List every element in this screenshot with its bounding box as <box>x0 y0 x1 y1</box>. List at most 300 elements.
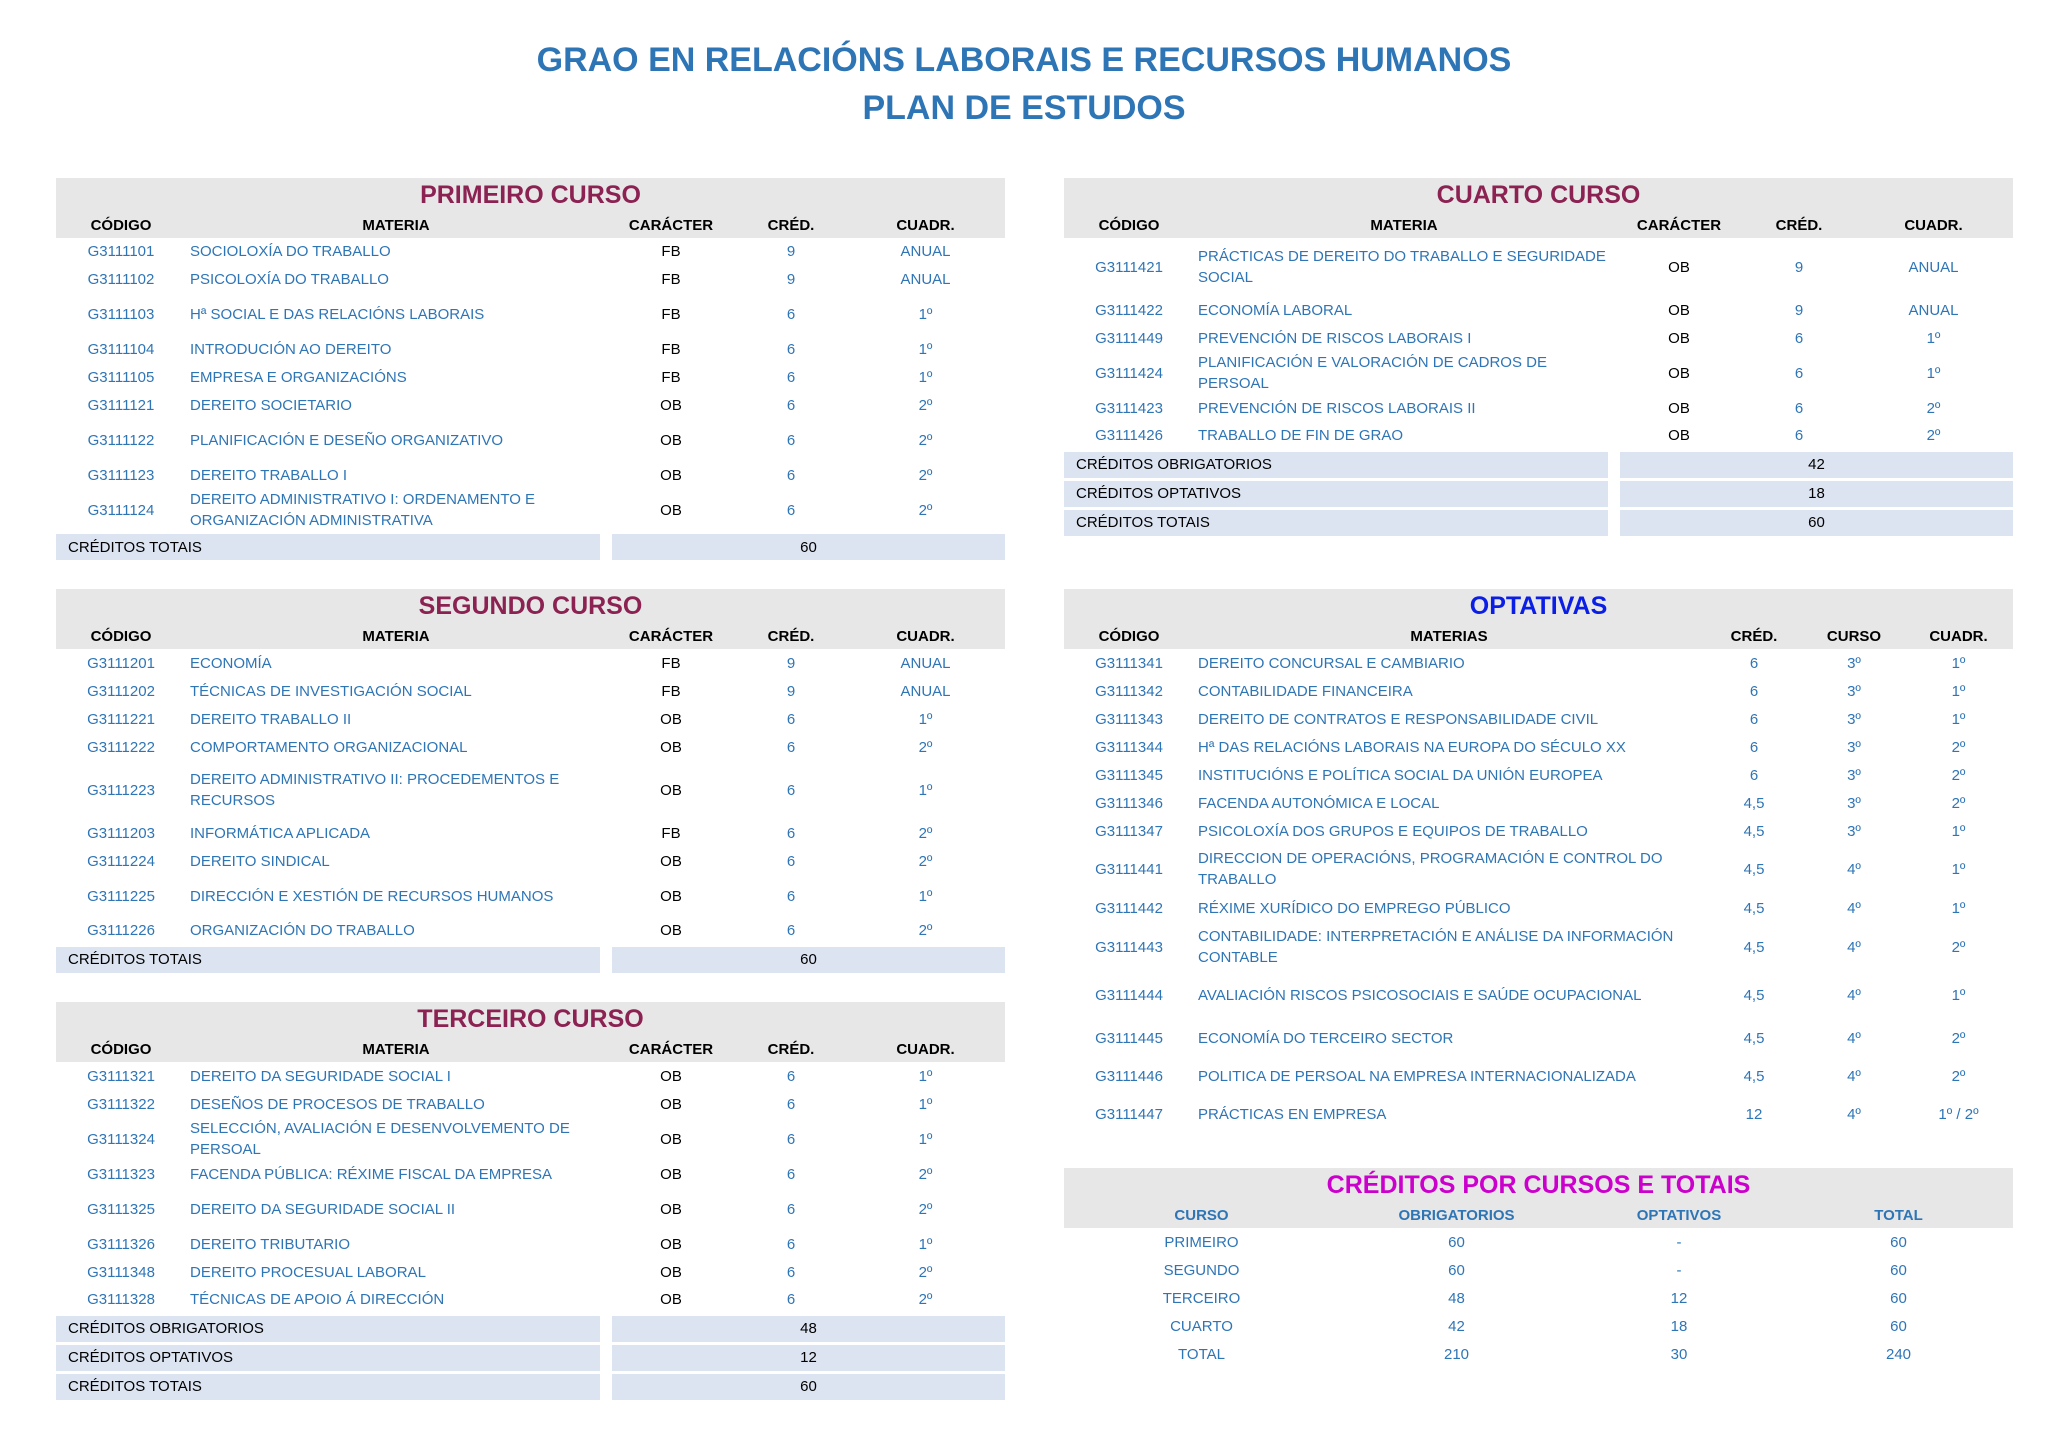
cuarto-curso-section <box>1064 178 2013 536</box>
cuadr-cell: 1º / 2º <box>1938 1105 1979 1123</box>
cred-cell: 6 <box>786 1067 796 1085</box>
creditos-totais-section <box>1064 1168 2013 1368</box>
table-row <box>1064 394 2013 422</box>
table-row <box>56 1230 1005 1258</box>
cuadr-cell: 2º <box>918 738 933 756</box>
caracter-cell: OB <box>660 1263 682 1281</box>
caracter-cell: FB <box>661 340 681 358</box>
summary-row <box>1064 479 2013 508</box>
code-cell: G3111221 <box>87 710 155 728</box>
caracter-cell: OB <box>660 921 682 939</box>
curso-cell: 4º <box>1847 938 1861 956</box>
subject-cell: ECONOMÍA DO TERCEIRO SECTOR <box>1198 1029 1454 1047</box>
table-header-row <box>56 1036 1005 1062</box>
table-row <box>1064 761 2013 789</box>
table-row <box>1064 817 2013 845</box>
cred-cell: 6 <box>786 921 796 939</box>
page-subtitle: PLAN DE ESTUDOS <box>862 89 1186 127</box>
code-cell: G3111449 <box>1095 329 1163 347</box>
col-curso: CURSO <box>1804 623 1904 649</box>
code-cell: G3111321 <box>87 1067 155 1085</box>
table-row <box>1064 1019 2013 1057</box>
subject-cell: TRABALLO DE FIN DE GRAO <box>1198 426 1404 444</box>
curso-cell: 3º <box>1847 738 1861 756</box>
total-cell: 60 <box>1890 1317 1907 1335</box>
subject-cell: PSICOLOXÍA DO TRABALLO <box>190 270 389 288</box>
cred-cell: 4,5 <box>1743 1067 1765 1085</box>
code-cell: G3111202 <box>87 682 155 700</box>
summary-value: 60 <box>606 533 1005 561</box>
cuadr-cell: 2º <box>918 396 933 414</box>
col-cuadr: CUADR. <box>846 212 1005 238</box>
code-cell: G3111444 <box>1095 986 1163 1004</box>
caracter-cell: OB <box>660 781 682 799</box>
code-cell: G3111226 <box>87 921 155 939</box>
subject-cell: POLITICA DE PERSOAL NA EMPRESA INTERNACIONALIZADA <box>1198 1067 1636 1085</box>
cred-cell: 6 <box>1749 654 1759 672</box>
code-cell: G3111324 <box>87 1130 155 1148</box>
col-cuadr: CUADR. <box>846 623 1005 649</box>
caracter-cell: OB <box>660 852 682 870</box>
cred-cell: 4,5 <box>1743 938 1765 956</box>
col-optativos: OPTATIVOS <box>1574 1202 1784 1228</box>
subject-cell: PLANIFICACIÓN E DESEÑO ORGANIZATIVO <box>190 431 504 449</box>
subject-cell: Hª DAS RELACIÓNS LABORAIS NA EUROPA DO SÉCULO XX <box>1198 738 1626 756</box>
caracter-cell: OB <box>1668 364 1690 382</box>
summary-value: 42 <box>1614 450 2013 479</box>
code-cell: G3111343 <box>1095 710 1163 728</box>
segundo-curso-table <box>56 623 1005 973</box>
curso-cell: 3º <box>1847 766 1861 784</box>
code-cell: G3111341 <box>1095 654 1163 672</box>
col-materia: MATERIA <box>186 212 606 238</box>
cuadr-cell: 2º <box>918 466 933 484</box>
cuadr-cell: 2º <box>1951 1067 1966 1085</box>
cred-cell: 9 <box>1794 258 1804 276</box>
code-cell: G3111442 <box>1095 899 1163 917</box>
table-row <box>56 1118 1005 1160</box>
cuadr-cell: 2º <box>918 852 933 870</box>
cred-cell: 6 <box>786 824 796 842</box>
cred-cell: 6 <box>1749 682 1759 700</box>
subject-cell: CONTABILIDADE FINANCEIRA <box>1198 682 1413 700</box>
cuarto-curso-table <box>1064 212 2013 536</box>
col-obrigatorios: OBRIGATORIOS <box>1339 1202 1574 1228</box>
caracter-cell: OB <box>660 1290 682 1308</box>
cuadr-cell: ANUAL <box>900 270 951 288</box>
table-row <box>56 917 1005 945</box>
subject-cell: FACENDA AUTONÓMICA E LOCAL <box>1198 794 1440 812</box>
table-row <box>56 238 1005 265</box>
cuadr-cell: 1º <box>918 887 933 905</box>
subject-cell: DEREITO SOCIETARIO <box>190 396 352 414</box>
subject-cell: CONTABILIDADE: INTERPRETACIÓN E ANÁLISE DA INFORMACIÓN CONTABLE <box>1198 928 1674 966</box>
table-row <box>1064 893 2013 923</box>
cuadr-cell: 2º <box>918 921 933 939</box>
table-header-row <box>56 212 1005 238</box>
code-cell: G3111342 <box>1095 682 1163 700</box>
col-caracter: CARÁCTER <box>606 212 736 238</box>
caracter-cell: OB <box>660 710 682 728</box>
code-cell: G3111441 <box>1095 860 1163 878</box>
optativos-cell: - <box>1676 1233 1682 1251</box>
caracter-cell: FB <box>661 270 681 288</box>
subject-cell: DEREITO ADMINISTRATIVO I: ORDENAMENTO E ORGANIZACIÓN ADMINISTRATIVA <box>190 491 536 529</box>
cuadr-cell: 1º <box>1951 654 1966 672</box>
subject-cell: ORGANIZACIÓN DO TRABALLO <box>190 921 415 939</box>
cuadr-cell: 1º <box>1926 364 1941 382</box>
col-curso: CURSO <box>1064 1202 1339 1228</box>
caracter-cell: OB <box>660 1130 682 1148</box>
col-materias: MATERIAS <box>1194 623 1704 649</box>
cred-cell: 6 <box>1749 766 1759 784</box>
cred-cell: 6 <box>786 466 796 484</box>
curso-cell: 3º <box>1847 710 1861 728</box>
table-row <box>56 419 1005 461</box>
optativos-cell: 18 <box>1670 1317 1688 1335</box>
cred-cell: 4,5 <box>1743 1029 1765 1047</box>
subject-cell: DEREITO DA SEGURIDADE SOCIAL II <box>190 1200 456 1218</box>
cred-cell: 9 <box>786 654 796 672</box>
subject-cell: DIRECCION DE OPERACIÓNS, PROGRAMACIÓN E CONTROL DO TRABALLO <box>1198 850 1663 888</box>
subject-cell: INFORMÁTICA APLICADA <box>190 824 371 842</box>
code-cell: G3111326 <box>87 1235 155 1253</box>
summary-row <box>1064 450 2013 479</box>
cuadr-cell: 2º <box>918 1290 933 1308</box>
table-row <box>1064 1284 2013 1312</box>
cred-cell: 6 <box>786 431 796 449</box>
cred-cell: 6 <box>786 710 796 728</box>
table-row <box>1064 1228 2013 1256</box>
code-cell: G3111348 <box>87 1263 155 1281</box>
cuadr-cell: 2º <box>918 501 933 519</box>
subject-cell: EMPRESA E ORGANIZACIÓNS <box>190 368 407 386</box>
curso-cell: 3º <box>1847 654 1861 672</box>
table-row <box>56 461 1005 489</box>
cuadr-cell: 2º <box>918 1165 933 1183</box>
table-row <box>56 1258 1005 1286</box>
section-heading: TERCEIRO CURSO <box>56 1002 1005 1036</box>
cred-cell: 9 <box>786 270 796 288</box>
subject-cell: SELECCIÓN, AVALIACIÓN E DESENVOLVEMENTO DE PERSOAL <box>190 1120 570 1158</box>
primeiro-curso-table <box>56 212 1005 560</box>
subject-cell: PRÁCTICAS DE DEREITO DO TRABALLO E SEGURIDADE SOCIAL <box>1198 248 1606 286</box>
curso-cell: CUARTO <box>1170 1317 1233 1335</box>
col-codigo: CÓDIGO <box>56 1036 186 1062</box>
table-row <box>1064 352 2013 394</box>
curso-cell: TERCEIRO <box>1162 1289 1241 1307</box>
cred-cell: 6 <box>786 340 796 358</box>
cuadr-cell: 1º <box>1951 860 1966 878</box>
table-row <box>56 1160 1005 1188</box>
cuadr-cell: 2º <box>918 1263 933 1281</box>
code-cell: G3111122 <box>87 431 155 449</box>
cred-cell: 6 <box>1794 329 1804 347</box>
cred-cell: 6 <box>786 368 796 386</box>
cred-cell: 6 <box>786 738 796 756</box>
subject-cell: AVALIACIÓN RISCOS PSICOSOCIAIS E SAÚDE OCUPACIONAL <box>1198 986 1642 1004</box>
col-caracter: CARÁCTER <box>1614 212 1744 238</box>
subject-cell: PLANIFICACIÓN E VALORACIÓN DE CADROS DE PERSOAL <box>1198 354 1547 392</box>
summary-row <box>56 945 1005 973</box>
subject-cell: DESEÑOS DE PROCESOS DE TRABALLO <box>190 1095 485 1113</box>
caracter-cell: OB <box>660 501 682 519</box>
curso-cell: 4º <box>1847 1067 1861 1085</box>
col-cred: CRÉD. <box>736 623 846 649</box>
code-cell: G3111325 <box>87 1200 155 1218</box>
summary-value: 60 <box>606 1372 1005 1400</box>
caracter-cell: FB <box>661 368 681 386</box>
summary-value: 18 <box>1614 479 2013 508</box>
table-row <box>1064 971 2013 1019</box>
cred-cell: 4,5 <box>1743 899 1765 917</box>
code-cell: G3111121 <box>87 396 155 414</box>
cred-cell: 6 <box>786 1130 796 1148</box>
summary-row <box>1064 508 2013 536</box>
summary-label: CRÉDITOS OPTATIVOS <box>1064 479 1614 508</box>
cuadr-cell: 1º <box>918 1095 933 1113</box>
code-cell: G3111344 <box>1095 738 1163 756</box>
summary-label: CRÉDITOS TOTAIS <box>1064 508 1614 536</box>
section-heading: CUARTO CURSO <box>1064 178 2013 212</box>
col-materia: MATERIA <box>186 623 606 649</box>
optativos-cell: 30 <box>1670 1345 1688 1363</box>
cuadr-cell: 1º <box>1926 329 1941 347</box>
section-heading: CRÉDITOS POR CURSOS E TOTAIS <box>1064 1168 2013 1202</box>
cred-cell: 6 <box>1794 426 1804 444</box>
table-row <box>56 1188 1005 1230</box>
curso-cell: 4º <box>1847 860 1861 878</box>
cred-cell: 4,5 <box>1743 860 1765 878</box>
cred-cell: 9 <box>786 682 796 700</box>
summary-label: CRÉDITOS TOTAIS <box>56 533 606 561</box>
table-row <box>1064 296 2013 324</box>
code-cell: G3111346 <box>1095 794 1163 812</box>
table-row <box>1064 923 2013 971</box>
curso-cell: 4º <box>1847 1029 1861 1047</box>
terceiro-curso-section <box>56 1002 1005 1400</box>
code-cell: G3111105 <box>87 368 155 386</box>
cuadr-cell: 1º <box>1951 710 1966 728</box>
table-row <box>56 363 1005 391</box>
summary-row <box>56 1343 1005 1372</box>
table-row <box>56 819 1005 847</box>
table-row <box>1064 733 2013 761</box>
subject-cell: Hª SOCIAL E DAS RELACIÓNS LABORAIS <box>190 305 485 323</box>
summary-row <box>56 1314 1005 1343</box>
summary-value: 60 <box>1614 508 2013 536</box>
caracter-cell: FB <box>661 682 681 700</box>
caracter-cell: OB <box>660 1095 682 1113</box>
subject-cell: COMPORTAMENTO ORGANIZACIONAL <box>190 738 468 756</box>
table-row <box>56 705 1005 733</box>
table-row <box>56 489 1005 533</box>
optativos-cell: - <box>1676 1261 1682 1279</box>
section-heading: SEGUNDO CURSO <box>56 589 1005 623</box>
subject-cell: INSTITUCIÓNS E POLÍTICA SOCIAL DA UNIÓN EUROPEA <box>1198 766 1603 784</box>
curso-cell: 4º <box>1847 899 1861 917</box>
cred-cell: 6 <box>786 1200 796 1218</box>
caracter-cell: OB <box>660 1200 682 1218</box>
cred-cell: 6 <box>786 1095 796 1113</box>
caracter-cell: FB <box>661 243 681 260</box>
col-cred: CRÉD. <box>736 1036 846 1062</box>
table-row <box>56 649 1005 677</box>
code-cell: G3111222 <box>87 738 155 756</box>
code-cell: G3111201 <box>87 654 155 672</box>
cred-cell: 6 <box>786 1235 796 1253</box>
col-codigo: CÓDIGO <box>1064 623 1194 649</box>
cred-cell: 6 <box>786 1290 796 1308</box>
table-header-row <box>1064 623 2013 649</box>
table-row <box>56 875 1005 917</box>
table-row <box>1064 649 2013 677</box>
subject-cell: DEREITO SINDICAL <box>190 852 330 870</box>
code-cell: G3111124 <box>87 501 155 519</box>
subject-cell: DEREITO TRABALLO I <box>190 466 347 484</box>
col-codigo: CÓDIGO <box>1064 212 1194 238</box>
subject-cell: RÉXIME XURÍDICO DO EMPREGO PÚBLICO <box>1198 899 1511 917</box>
caracter-cell: OB <box>1668 426 1690 444</box>
cred-cell: 6 <box>786 1165 796 1183</box>
curso-cell: SEGUNDO <box>1163 1261 1240 1279</box>
code-cell: G3111423 <box>1095 399 1163 417</box>
summary-value: 60 <box>606 945 1005 973</box>
cuadr-cell: ANUAL <box>1908 301 1959 319</box>
subject-cell: TÉCNICAS DE APOIO Á DIRECCIÓN <box>190 1290 445 1308</box>
cred-cell: 4,5 <box>1743 822 1765 840</box>
col-cuadr: CUADR. <box>1854 212 2013 238</box>
cred-cell: 4,5 <box>1743 986 1765 1004</box>
total-cell: 60 <box>1890 1233 1907 1251</box>
cuadr-cell: 2º <box>1926 399 1941 417</box>
code-cell: G3111322 <box>87 1095 155 1113</box>
cuadr-cell: 2º <box>1951 938 1966 956</box>
cuadr-cell: ANUAL <box>900 682 951 700</box>
cuadr-cell: 1º <box>918 1235 933 1253</box>
curso-cell: 3º <box>1847 822 1861 840</box>
table-row <box>56 1286 1005 1314</box>
col-caracter: CARÁCTER <box>606 1036 736 1062</box>
subject-cell: DEREITO DA SEGURIDADE SOCIAL I <box>190 1067 451 1085</box>
subject-cell: FACENDA PÚBLICA: RÉXIME FISCAL DA EMPRESA <box>190 1165 553 1183</box>
code-cell: G3111104 <box>87 340 155 358</box>
optativas-table <box>1064 623 2013 1133</box>
cred-cell: 6 <box>786 501 796 519</box>
cuadr-cell: 2º <box>1926 426 1941 444</box>
code-cell: G3111422 <box>1095 301 1163 319</box>
code-cell: G3111345 <box>1095 766 1163 784</box>
table-row <box>56 677 1005 705</box>
caracter-cell: OB <box>660 1165 682 1183</box>
obrigatorios-cell: 210 <box>1443 1345 1470 1363</box>
curso-cell: TOTAL <box>1178 1345 1225 1363</box>
summary-label: CRÉDITOS TOTAIS <box>56 1372 606 1400</box>
col-cuadr: CUADR. <box>1904 623 2013 649</box>
subject-cell: ECONOMÍA <box>190 654 272 672</box>
cred-cell: 6 <box>786 305 796 323</box>
table-row <box>1064 1340 2013 1368</box>
subject-cell: INTRODUCIÓN AO DEREITO <box>190 340 392 358</box>
table-row <box>1064 1312 2013 1340</box>
total-cell: 60 <box>1890 1289 1907 1307</box>
code-cell: G3111323 <box>87 1165 155 1183</box>
code-cell: G3111421 <box>1095 258 1163 276</box>
curso-cell: 3º <box>1847 682 1861 700</box>
section-heading: PRIMEIRO CURSO <box>56 178 1005 212</box>
cuadr-cell: 1º <box>1951 682 1966 700</box>
curso-cell: PRIMEIRO <box>1164 1233 1239 1251</box>
code-cell: G3111123 <box>87 466 155 484</box>
col-cred: CRÉD. <box>736 212 846 238</box>
summary-value: 48 <box>606 1314 1005 1343</box>
table-row <box>56 1062 1005 1090</box>
cred-cell: 6 <box>786 396 796 414</box>
col-materia: MATERIA <box>1194 212 1614 238</box>
cuadr-cell: ANUAL <box>900 654 951 672</box>
col-materia: MATERIA <box>186 1036 606 1062</box>
col-cred: CRÉD. <box>1704 623 1804 649</box>
curso-cell: 4º <box>1847 1105 1861 1123</box>
caracter-cell: OB <box>660 887 682 905</box>
curso-cell: 4º <box>1847 986 1861 1004</box>
cred-cell: 12 <box>1745 1105 1763 1123</box>
subject-cell: PREVENCIÓN DE RISCOS LABORAIS II <box>1198 399 1476 417</box>
subject-cell: TÉCNICAS DE INVESTIGACIÓN SOCIAL <box>190 682 472 700</box>
summary-label: CRÉDITOS OPTATIVOS <box>56 1343 606 1372</box>
code-cell: G3111426 <box>1095 426 1163 444</box>
cred-cell: 6 <box>786 852 796 870</box>
cuadr-cell: 1º <box>1951 899 1966 917</box>
table-row <box>56 335 1005 363</box>
caracter-cell: OB <box>660 431 682 449</box>
code-cell: G3111225 <box>87 887 155 905</box>
summary-row <box>56 533 1005 561</box>
section-heading: OPTATIVAS <box>1064 589 2013 623</box>
caracter-cell: FB <box>661 824 681 842</box>
caracter-cell: OB <box>660 1235 682 1253</box>
caracter-cell: OB <box>660 738 682 756</box>
col-total: TOTAL <box>1784 1202 2013 1228</box>
code-cell: G3111328 <box>87 1290 155 1308</box>
table-row <box>1064 422 2013 450</box>
cred-cell: 6 <box>1794 364 1804 382</box>
col-codigo: CÓDIGO <box>56 212 186 238</box>
code-cell: G3111203 <box>87 824 155 842</box>
cuadr-cell: 1º <box>918 340 933 358</box>
table-header-row <box>56 623 1005 649</box>
caracter-cell: OB <box>1668 329 1690 347</box>
col-codigo: CÓDIGO <box>56 623 186 649</box>
cuadr-cell: 1º <box>918 368 933 386</box>
total-cell: 60 <box>1890 1261 1907 1279</box>
page-title: GRAO EN RELACIÓNS LABORAIS E RECURSOS HUMANOS <box>536 41 1512 79</box>
caracter-cell: OB <box>1668 399 1690 417</box>
caracter-cell: OB <box>660 396 682 414</box>
code-cell: G3111445 <box>1095 1029 1163 1047</box>
summary-label: CRÉDITOS OBRIGATORIOS <box>56 1314 606 1343</box>
cuadr-cell: 1º <box>918 305 933 323</box>
table-row <box>56 265 1005 293</box>
table-row <box>1064 324 2013 352</box>
table-row <box>56 847 1005 875</box>
cuadr-cell: 2º <box>918 824 933 842</box>
cred-cell: 9 <box>786 243 796 260</box>
cuadr-cell: 2º <box>1951 794 1966 812</box>
caracter-cell: OB <box>660 466 682 484</box>
subject-cell: DIRECCIÓN E XESTIÓN DE RECURSOS HUMANOS <box>190 887 554 905</box>
cuadr-cell: 2º <box>1951 738 1966 756</box>
